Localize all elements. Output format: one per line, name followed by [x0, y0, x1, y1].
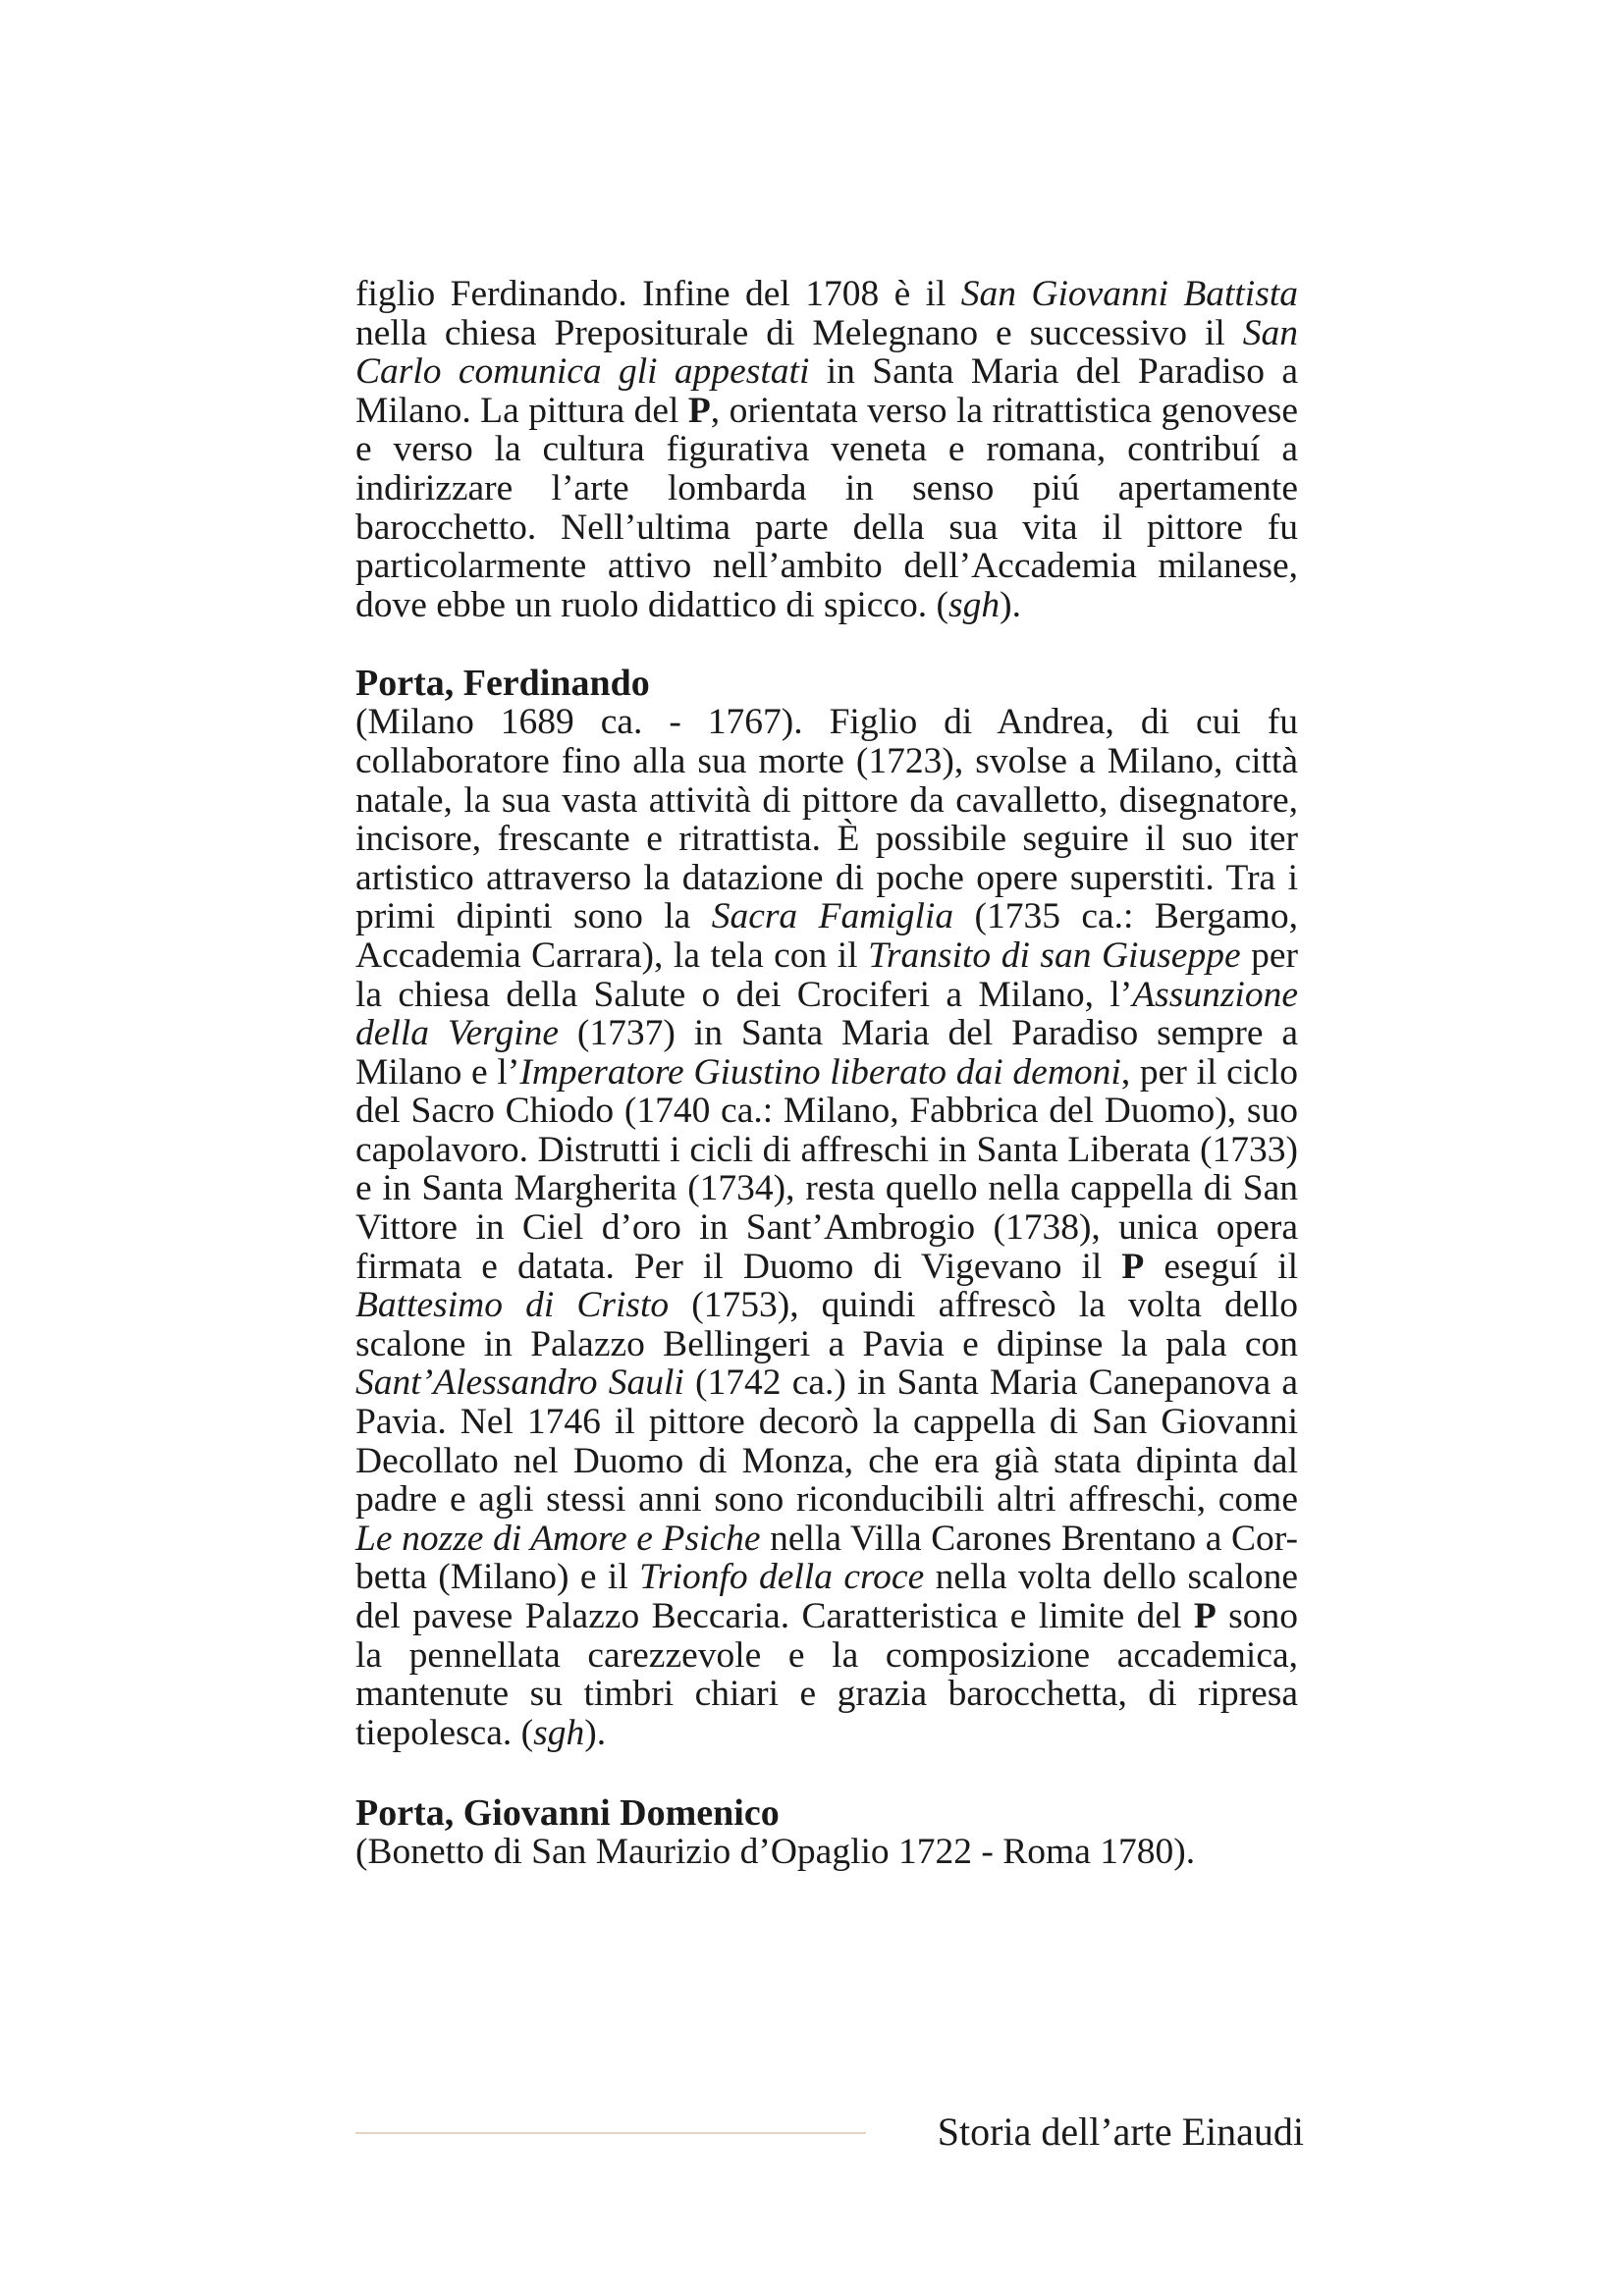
text-run: eseguí il: [1144, 1246, 1298, 1287]
text-run: (1742 ca.) in Santa Maria Canepanova a Pavia. Nel 1746 il pittore decorò la cappella di San Giovanni Decollato nel Duomo di Monza, che era già stata dipinta dal padre e agli stessi anni sono riconducibili altri affreschi, come: [355, 1362, 1298, 1521]
text-run: , per il ciclo del Sacro Chiodo (1740 ca.: Milano, Fabbrica del Duomo), suo capolavoro. Distrutti i cicli di affreschi in Santa Liberata (1733) e in Santa Margherita (1734), resta quello nella cappella di San Vittore in Ciel d’oro in Sant’Ambrogio (1738), unica opera firmata e datata. Per il Duomo di Vigevano il: [355, 1051, 1298, 1287]
text-run: per la chiesa della Salute o dei Crociferi a Milano, l’: [355, 934, 1298, 1015]
italic-title-run: San Carlo comunica gli appestati: [355, 312, 1298, 393]
text-run: sono la pennellata carezzevole e la composizione accademica, mantenute su timbri chiari e grazia barocchetta, di ripresa tiepolesca. (: [355, 1596, 1298, 1753]
italic-title-run: Transito di san Giuseppe: [868, 934, 1241, 976]
text-run: (Bonetto di San Maurizio d’Opaglio 1722 - Roma 1780).: [355, 1832, 1196, 1873]
text-run: nella volta dello scalone del pavese Palazzo Beccaria. Caratteristica e limite del: [355, 1557, 1298, 1636]
page-footer: [355, 2109, 1304, 2169]
italic-title-run: Sant’Alessandro Sauli: [355, 1362, 684, 1404]
entry-body-giovanni-domenico: [355, 1833, 1298, 1872]
italic-title-run: Trionfo della croce: [639, 1557, 925, 1598]
text-run: , orientata verso la ritrattistica genovese e verso la cultura figurativa veneta e romana, contribuí a indirizzare l’arte lombarda in senso piú apertamente barocchetto. Nell’ultima parte della sua vita il pittore fu particolarmente attivo nell’ambito dell’Accademia milanese, dove ebbe un ruolo didattico di spicco. (: [355, 390, 1298, 625]
bold-abbrev-run: P: [1121, 1246, 1145, 1287]
text-run: ).: [584, 1712, 607, 1753]
text-run: nella Villa Carones Brentano a Cor-betta (Milano) e il: [355, 1518, 1298, 1598]
continuation-paragraph: [355, 275, 1298, 624]
text-run: (1735 ca.: Bergamo, Accademia Carrara), la tela con il: [355, 896, 1299, 976]
italic-title-run: sgh: [533, 1712, 585, 1753]
footer-rule: [355, 2132, 866, 2134]
entry-body-ferdinando: [355, 703, 1298, 1752]
text-run: in Santa Maria del Paradiso a Milano. La pittura del: [355, 351, 1298, 431]
text-run: (1753), quindi affrescò la volta dello scalone in Palazzo Bellingeri a Pavia e dipinse la pala con: [355, 1285, 1299, 1364]
italic-title-run: Sacra Famiglia: [711, 896, 954, 937]
italic-title-run: San Giovanni Battista: [960, 274, 1298, 314]
text-run: nella chiesa Prepositurale di Melegnano e successivo il: [355, 312, 1243, 353]
text-run: (1737) in Santa Maria del Paradiso sempre a Milano e l’: [355, 1013, 1298, 1093]
page-body: [355, 275, 1298, 1872]
footer-publication-label: Storia dell’arte Einaudi: [937, 2109, 1304, 2154]
italic-title-run: Battesimo di Cristo: [355, 1285, 670, 1326]
text-run: (Milano 1689 ca. - 1767). Figlio di Andrea, di cui fu collaboratore fino alla sua morte (1723), svolse a Milano, città natale, la sua vasta attività di pittore da cavalletto, disegnatore, incisore, frescante e ritrattista. È possibile seguire il suo iter artistico attraverso la datazione di poche opere superstiti. Tra i primi dipinti sono la: [355, 702, 1298, 937]
bold-abbrev-run: P: [1193, 1596, 1217, 1636]
entry-title-ferdinando: Porta, Ferdinando: [355, 663, 650, 705]
text-run: ).: [1000, 584, 1021, 625]
italic-title-run: Assunzione della Vergine: [355, 974, 1298, 1054]
text-run: figlio Ferdinando. Infine del 1708 è il: [355, 274, 961, 314]
italic-title-run: sgh: [948, 584, 1001, 625]
entry-title-giovanni-domenico: Porta, Giovanni Domenico: [355, 1792, 780, 1835]
italic-title-run: Imperatore Giustino liberato dai demoni: [519, 1051, 1121, 1093]
bold-abbrev-run: P: [687, 390, 711, 431]
italic-title-run: Le nozze di Amore e Psiche: [355, 1518, 761, 1559]
